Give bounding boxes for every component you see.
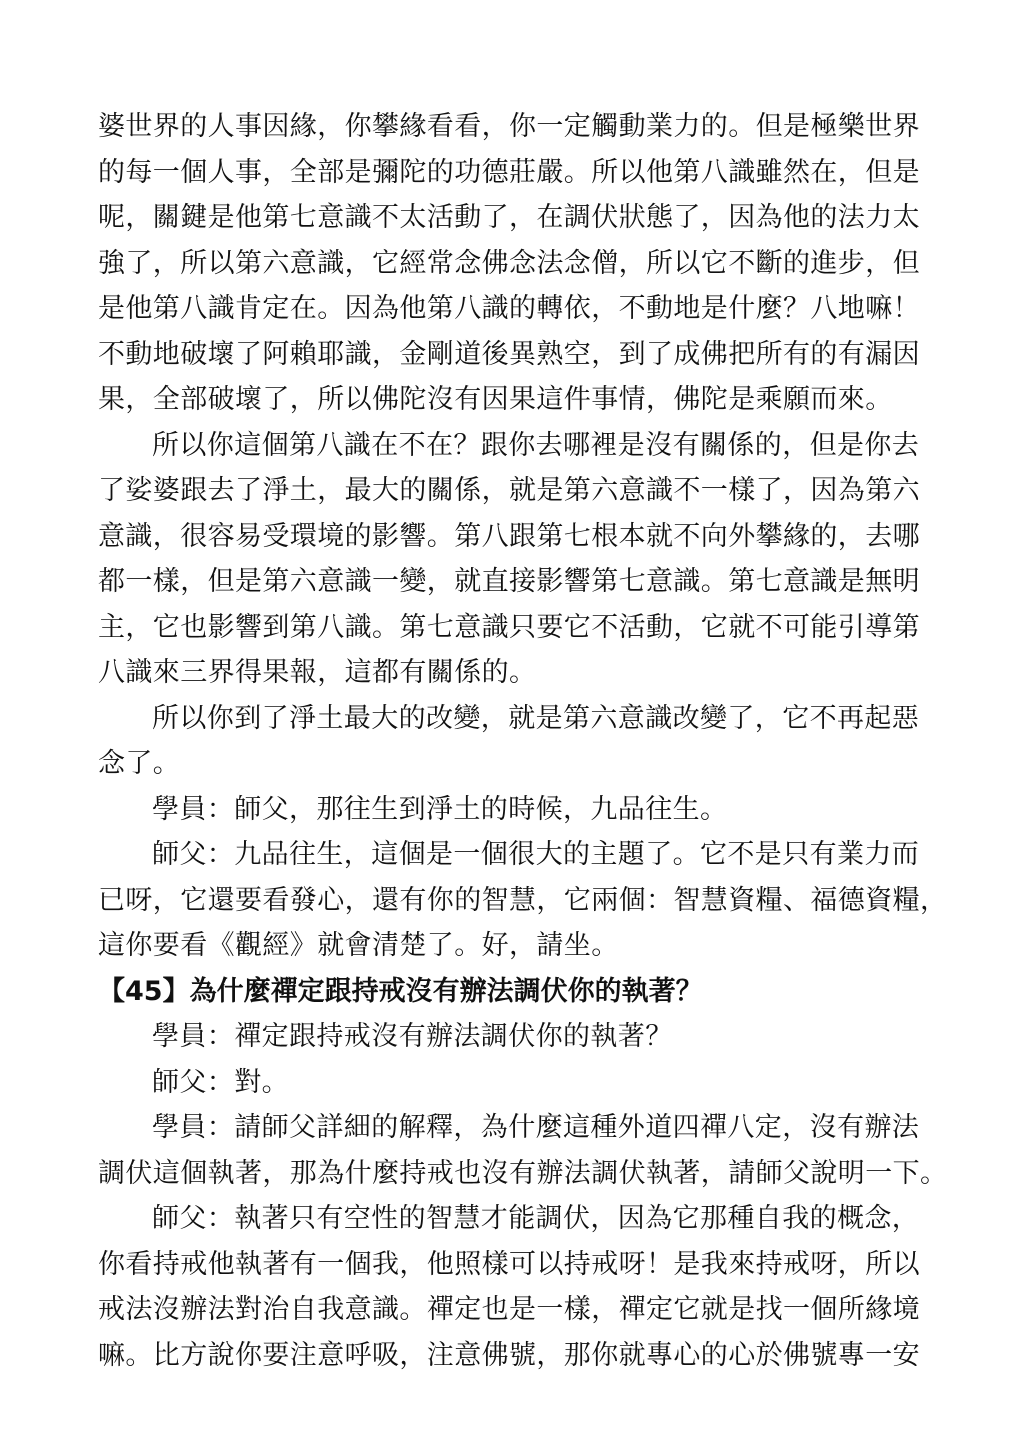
paragraph: [98, 787, 926, 833]
text-line: 強了，所以第六意識，它經常念佛念法念僧，所以它不斷的進步，但: [98, 247, 920, 279]
text-line: 都一樣，但是第六意識一變，就直接影響第七意識。第七意識是無明: [98, 566, 920, 597]
paragraph: [98, 104, 926, 423]
paragraph: [98, 832, 948, 969]
text-line: 調伏這個執著，那為什麼持戒也沒有辦法調伏執著，請師父說明一下。: [98, 1157, 948, 1189]
section-heading: 【45】為什麼禪定跟持戒沒有辦法調伏你的執著？: [98, 975, 703, 1007]
text-line: 你看持戒他執著有一個我，他照樣可以持戒呀！是我來持戒呀，所以: [98, 1248, 920, 1280]
text-line: 念了。: [98, 748, 181, 779]
text-line: 主，它也影響到第八識。第七意識只要它不活動，它就不可能引導第: [98, 611, 920, 643]
text-line: 學員：禪定跟持戒沒有辦法調伏你的執著？: [152, 1021, 673, 1052]
text-line: 戒法沒辦法對治自我意識。禪定也是一樣，禪定它就是找一個所緣境: [98, 1294, 920, 1325]
text-line: 已呀，它還要看發心，還有你的智慧，它兩個：智慧資糧、福德資糧，: [98, 884, 948, 916]
text-line: 了娑婆跟去了淨土，最大的關係，就是第六意識不一樣了，因為第六: [98, 475, 920, 506]
text-line: 呢，關鍵是他第七意識不太活動了，在調伏狀態了，因為他的法力太: [98, 202, 920, 233]
text-line: 不動地破壞了阿賴耶識，金剛道後異熟空，到了成佛把所有的有漏因: [98, 338, 920, 370]
text-line: 師父：九品往生，這個是一個很大的主題了。它不是只有業力而: [152, 839, 920, 870]
text-line: 師父：對。: [152, 1066, 289, 1098]
text-line: 師父：執著只有空性的智慧才能調伏，因為它那種自我的概念，: [152, 1203, 920, 1234]
text-line: 果，全部破壞了，所以佛陀沒有因果這件事情，佛陀是乘願而來。: [98, 384, 893, 415]
text-line: 所以你到了淨土最大的改變，就是第六意識改變了，它不再起惡: [152, 702, 920, 734]
paragraph: [98, 1060, 926, 1106]
text-line: 學員：請師父詳細的解釋，為什麼這種外道四禪八定，沒有辦法: [152, 1112, 920, 1143]
text-line: 八識來三界得果報，這都有關係的。: [98, 657, 537, 688]
text-line: 意識，很容易受環境的影響。第八跟第七根本就不向外攀緣的，去哪: [98, 520, 920, 552]
text-line: 學員：師父，那往生到淨土的時候，九品往生。: [152, 793, 728, 825]
text-line: 的每一個人事，全部是彌陀的功德莊嚴。所以他第八識雖然在，但是: [98, 156, 920, 188]
paragraph: [98, 423, 926, 696]
paragraph: [98, 1014, 926, 1060]
text-line: 這你要看《觀經》就會清楚了。好，請坐。: [98, 930, 619, 961]
paragraph: [98, 1196, 926, 1378]
paragraph: [98, 696, 926, 787]
text-line: 所以你這個第八識在不在？跟你去哪裡是沒有關係的，但是你去: [152, 429, 920, 461]
paragraph: [98, 1105, 948, 1196]
text-line: 婆世界的人事因緣，你攀緣看看，你一定觸動業力的。但是極樂世界: [98, 111, 920, 142]
text-line: 嘛。比方說你要注意呼吸，注意佛號，那你就專心的心於佛號專一安: [98, 1339, 920, 1371]
text-line: 是他第八識肯定在。因為他第八識的轉依，不動地是什麼？八地嘛！: [98, 293, 920, 324]
